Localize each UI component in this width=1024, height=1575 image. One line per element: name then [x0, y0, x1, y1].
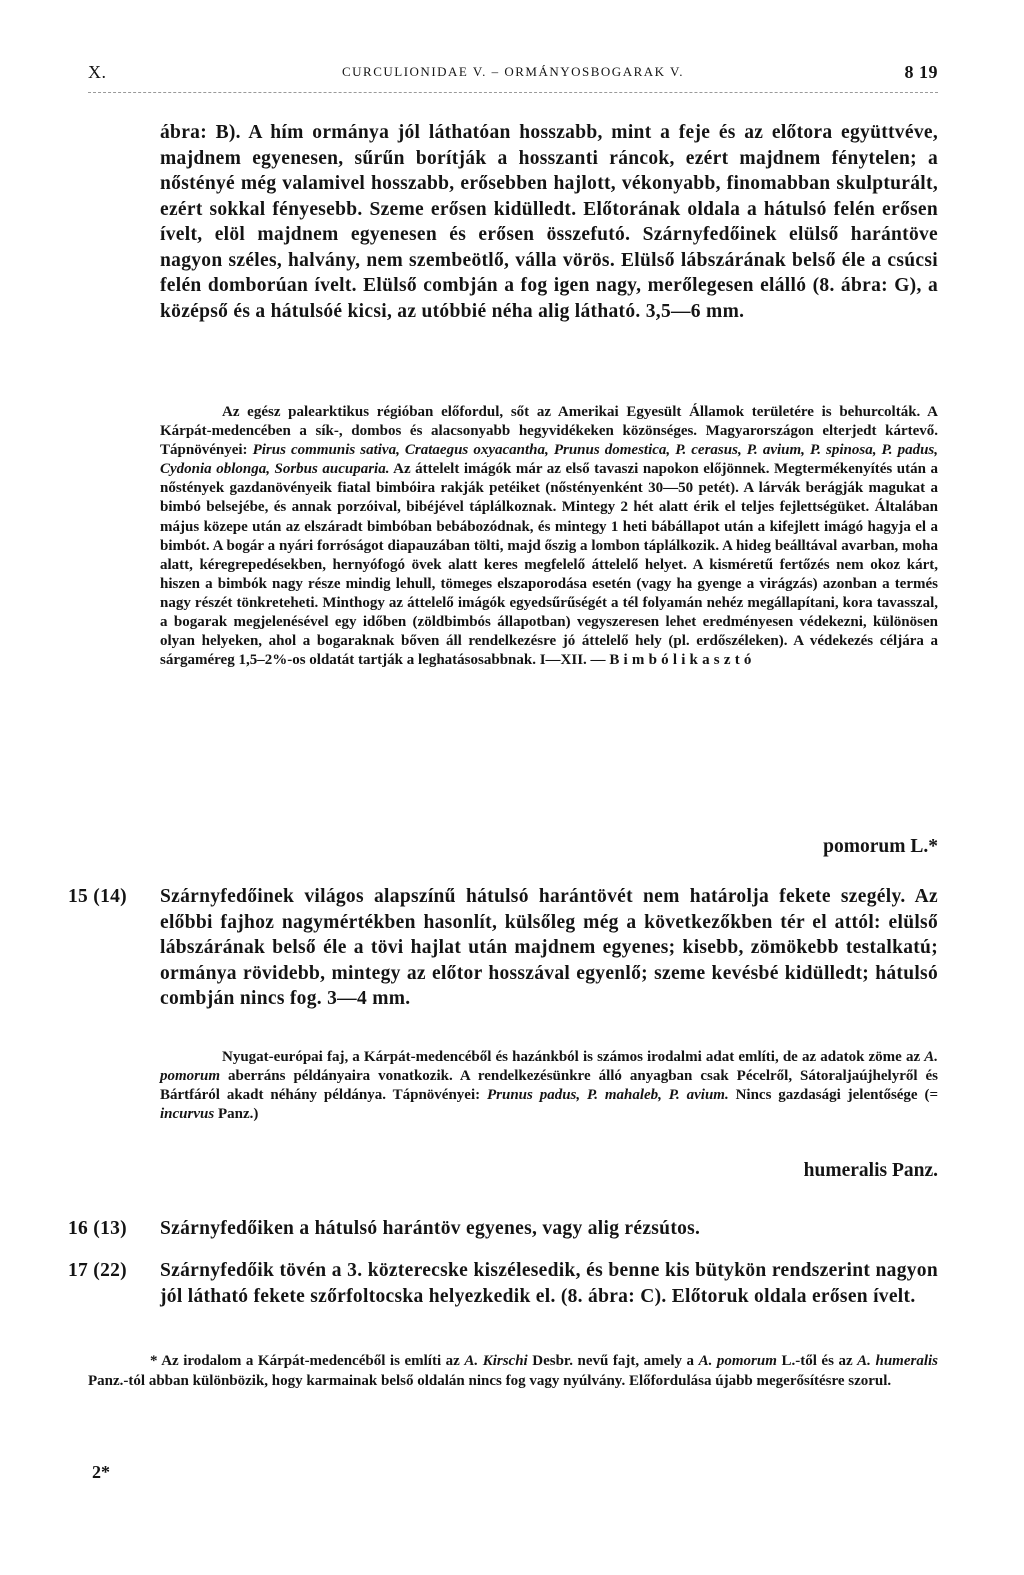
biology-paragraph: Az egész palearktikus régióban előfordul, sőt az Amerikai Egyesült Államok területére is behurcolták. A Kárpát-medencében a sík-, dombos és alacsonyabb hegyvidékeken közönséges. Magyarországon elterjedt kártevő. Tápnövényei: Pirus communis sativa, Crataegus oxyacantha, Prunus domestica, P. cerasus, P. avium, P. spinosa, P. padus, Cydonia oblonga, Sorbus aucuparia. Az áttelelt imágók már az első tavaszi napokon előjönnek. Megtermékenyítés után a nőstények gazdanövényeik fiatal bimbóira rakják petéiket (nőstényenként 30—50 petét). A lárvák berágják magukat a bimbó belsejébe, és annak porzóival, bibéjével táplálkoznak. Mintegy 2 hét alatt érik el teljes fejlettségüket. Általában május közepe után az elszáradt bimbóban bebábozódnak, és mintegy 1 heti bábállapot után a kifejlett imágó hagyja el a bimbót. A bogár a nyári forróságot diapauzában tölti, majd őszig a lombon táplálkozik. A hideg beálltával avarban, moha alatt, kéregrepedésekben, hernyófogó övek alatt keres megfelelő áttelelő helyet. A kisméretű fertőzés nem okoz kárt, hiszen a bimbók nagy része mindig lehull, tömeges elszaporodása esetén (vagy ha gyenge a virágzás) azonban a termés nagy részét tönkreteheti. Minthogy az áttelelő imágók egyedsűrűségét a tél folyamán nehéz megállapítani, kora tavasszal, a bogarak megjelenésével egy időben (zöldbimbós állapotban) vegyszeresen lehet eredményesen védekezni, különösen olyan helyeken, ahol a bogaraknak bőven áll rendelkezésre jó áttelelő hely (pl. erdőszéleken). A védekezés céljára a sárgaméreg 1,5–2%-os oldatát tartják a leghatásosabbnak. I—XII. — Bimbólikasztó — [160, 404, 939, 669]
distribution-paragraph: Nyugat-európai faj, a Kárpát-medencéből és hazánkból is számos irodalmi adat említi, de az adatok zöme az A. pomorum aberráns példányaira vonatkozik. A rendelkezésünkre álló anyagban csak Pécelről, Sátoraljaújhelyről és Bártfáról akadt néhány példánya. Tápnövényei: Prunus padus, P. mahaleb, P. avium. Nincs gazdasági jelentősége (= incurvus Panz.) — [160, 1049, 938, 1123]
header-rule — [88, 92, 938, 93]
species-name-pomorum: pomorum L.* — [823, 836, 938, 857]
entry-text: Szárnyfedőik tövén a 3. közterecske kiszélesedik, és benne kis bütykön rendszerint nagyon jól látható fekete szőrfoltocska helyezkedik el. (8. ábra: C). Előtoruk oldala erősen ívelt. — [160, 1260, 938, 1307]
description-paragraph: ábra: B). A hím ormánya jól láthatóan hosszabb, mint a feje és az előtora együttvéve, majdnem egyenesen, sűrűn borítják a hosszanti ráncok, ezért majdnem fénytelen; a nőstényé még valamivel hosszabb, erősebben hajlott, vékonyabb, finomabban skulpturált, ezért sokkal fényesebb. Szeme erősen kidülledt. Előtorának oldala a hátulsó felén erősen ívelt, elöl majdnem egyenesen és erősen összefutó. Szárnyfedőinek elülső harántöve nagyon széles, halvány, nem szembeötlő, válla vörös. Elülső lábszárának belső éle a csúcsi felén domborúan ívelt. Elülső combján a fog igen nagy, merőlegesen elálló (8. ábra: G), a középső és a hátulsóé kicsi, az utóbbié néha alig látható. 3,5—6 mm. — [160, 122, 938, 322]
common-name: Bimbólikasztó — [609, 652, 756, 669]
footnote: * Az irodalom a Kárpát-medencéből is említi az A. Kirschi Desbr. nevű fajt, amely a A. pomorum L.-től és az A. humeralis Panz.-tól abban különbözik, hogy karmainak belső oldalán nincs fog vagy nyúlvány. Előfordulása újabb megerősítésre szorul. — [88, 1353, 938, 1389]
entry-number: 17 (22) — [68, 1260, 127, 1281]
species-name-humeralis: humeralis Panz. — [803, 1160, 938, 1181]
volume-numeral: X. — [88, 62, 107, 82]
entry-number: 15 (14) — [68, 886, 127, 907]
signature-mark: 2* — [92, 1462, 110, 1482]
page-number: 8 19 — [904, 62, 938, 82]
entry-text: Szárnyfedőiken a hátulsó harántöv egyenes, vagy alig rézsútos. — [160, 1218, 701, 1239]
entry-text: Szárnyfedőinek világos alapszínű hátulsó harántövét nem határolja fekete szegély. Az előbbi fajhoz nagymértékben hasonlít, külsőleg még a következőkben tér el attól: elülső lábszárának belső éle a tövi hajlat után majdnem egyenes; kisebb, zömökebb testalkatú; ormánya rövidebb, mintegy az előtor hosszával egyenlő; szeme kevésbé kidülledt; hátulsó combján nincs fog. 3—4 mm. — [160, 886, 938, 1009]
entry-number: 16 (13) — [68, 1218, 127, 1239]
running-header — [88, 62, 938, 86]
running-title: CURCULIONIDAE V. – ORMÁNYOSBOGARAK V. — [341, 64, 685, 79]
